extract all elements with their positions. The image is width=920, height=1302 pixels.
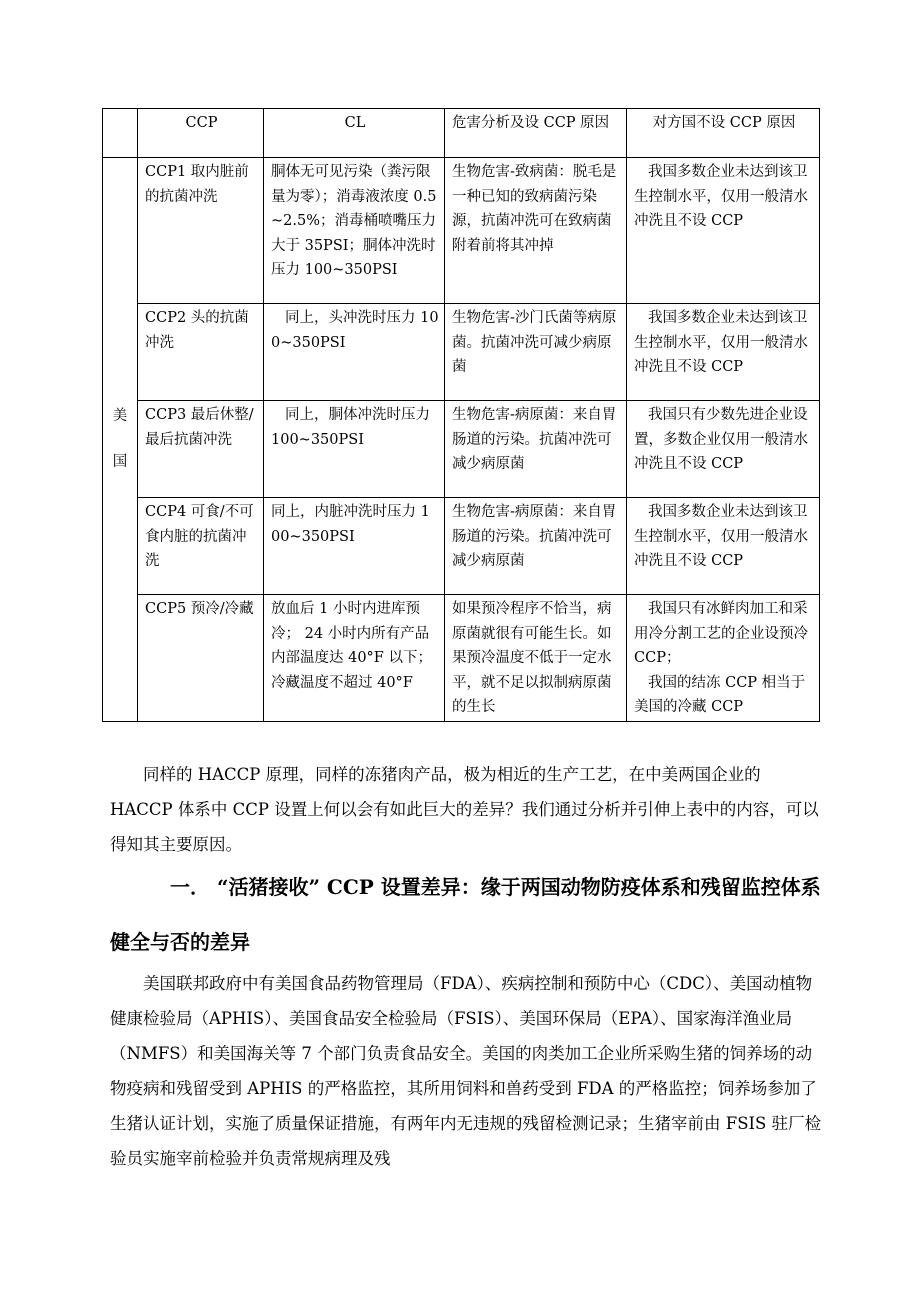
table-row [103, 401, 820, 498]
paragraph-section1: 美国联邦政府中有美国食品药物管理局（FDA）、疾病控制和预防中心（CDC）、美国动植物健康检验局（APHIS）、美国食品安全检验局（FSIS）、美国环保局（EPA）、国家海洋渔业局（NMFS）和美国海关等 7 个部门负责食品安全。美国的肉类加工企业所采购生猪的饲养场的动物疫病和残留受到 APHIS 的严格监控，其所用饲料和兽药受到 FDA 的严格监控；饲养场参加了生猪认证计划，实施了质量保证措施，有两年内无违规的残留检测记录；生猪宰前由 FSIS 驻厂检验员实施宰前检验并负责常规病理及残 [110, 974, 822, 1168]
table-row [103, 158, 820, 304]
cell-cl: 放血后 1 小时内进库预冷； 24 小时内所有产品内部温度达 40°F 以下；冷藏温度不超过 40°F [264, 595, 445, 722]
paragraph-intro: 同样的 HACCP 原理，同样的冻猪肉产品，极为相近的生产工艺，在中美两国企业的 HACCP 体系中 CCP 设置上何以会有如此巨大的差异？我们通过分析并引伸上表中的内容，可以得知其主要原因。 [110, 765, 819, 854]
cell-ccp: CCP3 最后休整/最后抗菌冲洗 [138, 401, 264, 498]
cell-hazard: 生物危害-病原菌：来自胃肠道的污染。抗菌冲洗可减少病原菌 [445, 498, 627, 595]
cell-ccp: CCP2 头的抗菌冲洗 [138, 304, 264, 401]
header-hazard-analysis: 危害分析及设 CCP 原因 [445, 109, 627, 158]
cell-reason-line2: 我国的结冻 CCP 相当于美国的冷藏 CCP [634, 674, 806, 715]
cell-reason [627, 595, 820, 722]
table-row [103, 498, 820, 595]
header-reason-not-set: 对方国不设 CCP 原因 [627, 109, 820, 158]
cell-reason-line1: 我国只有冰鲜肉加工和采用冷分割工艺的企业设预冷 CCP； [634, 601, 808, 666]
cell-reason: 我国多数企业未达到该卫生控制水平，仅用一般清水冲洗且不设 CCP [627, 498, 820, 595]
cell-hazard: 生物危害-病原菌：来自胃肠道的污染。抗菌冲洗可减少病原菌 [445, 401, 627, 498]
cell-hazard: 生物危害-致病菌：脱毛是一种已知的致病菌污染源，抗菌冲洗可在致病菌附着前将其冲掉 [445, 158, 627, 304]
cell-reason: 我国多数企业未达到该卫生控制水平，仅用一般清水冲洗且不设 CCP [627, 158, 820, 304]
cell-reason: 我国只有少数先进企业设置，多数企业仅用一般清水冲洗且不设 CCP [627, 401, 820, 498]
cell-hazard: 生物危害-沙门氏菌等病原菌。抗菌冲洗可减少病原菌 [445, 304, 627, 401]
cell-ccp: CCP4 可食/不可食内脏的抗菌冲洗 [138, 498, 264, 595]
cell-ccp: CCP5 预冷/冷藏 [138, 595, 264, 722]
table-header-row [103, 109, 820, 158]
header-ccp: CCP [138, 109, 264, 158]
country-cell-usa [103, 158, 138, 722]
table-row [103, 304, 820, 401]
cell-cl: 胴体无可见污染（粪污限量为零）；消毒液浓度 0.5~2.5%；消毒桶喷嘴压力大于 35PSI；胴体冲洗时压力 100~350PSI [264, 158, 445, 304]
header-blank [103, 109, 138, 158]
cell-ccp: CCP1 取内脏前的抗菌冲洗 [138, 158, 264, 304]
ccp-comparison-table [102, 108, 820, 722]
section-heading-1: 一． “活猪接收” CCP 设置差异：缘于两国动物防疫体系和残留监控体系健全与否的差异 [110, 875, 821, 954]
header-cl: CL [264, 109, 445, 158]
cell-cl: 同上，头冲洗时压力 100~350PSI [264, 304, 445, 401]
country-char-1: 美 [112, 408, 128, 425]
cell-reason: 我国多数企业未达到该卫生控制水平，仅用一般清水冲洗且不设 CCP [627, 304, 820, 401]
cell-cl: 同上，胴体冲洗时压力 100~350PSI [264, 401, 445, 498]
cell-hazard: 如果预冷程序不恰当，病原菌就很有可能生长。如果预冷温度不低于一定水平，就不足以拟制病原菌的生长 [445, 595, 627, 722]
cell-cl: 同上，内脏冲洗时压力 100~350PSI [264, 498, 445, 595]
table-row [103, 595, 820, 722]
country-char-2: 国 [112, 454, 128, 471]
